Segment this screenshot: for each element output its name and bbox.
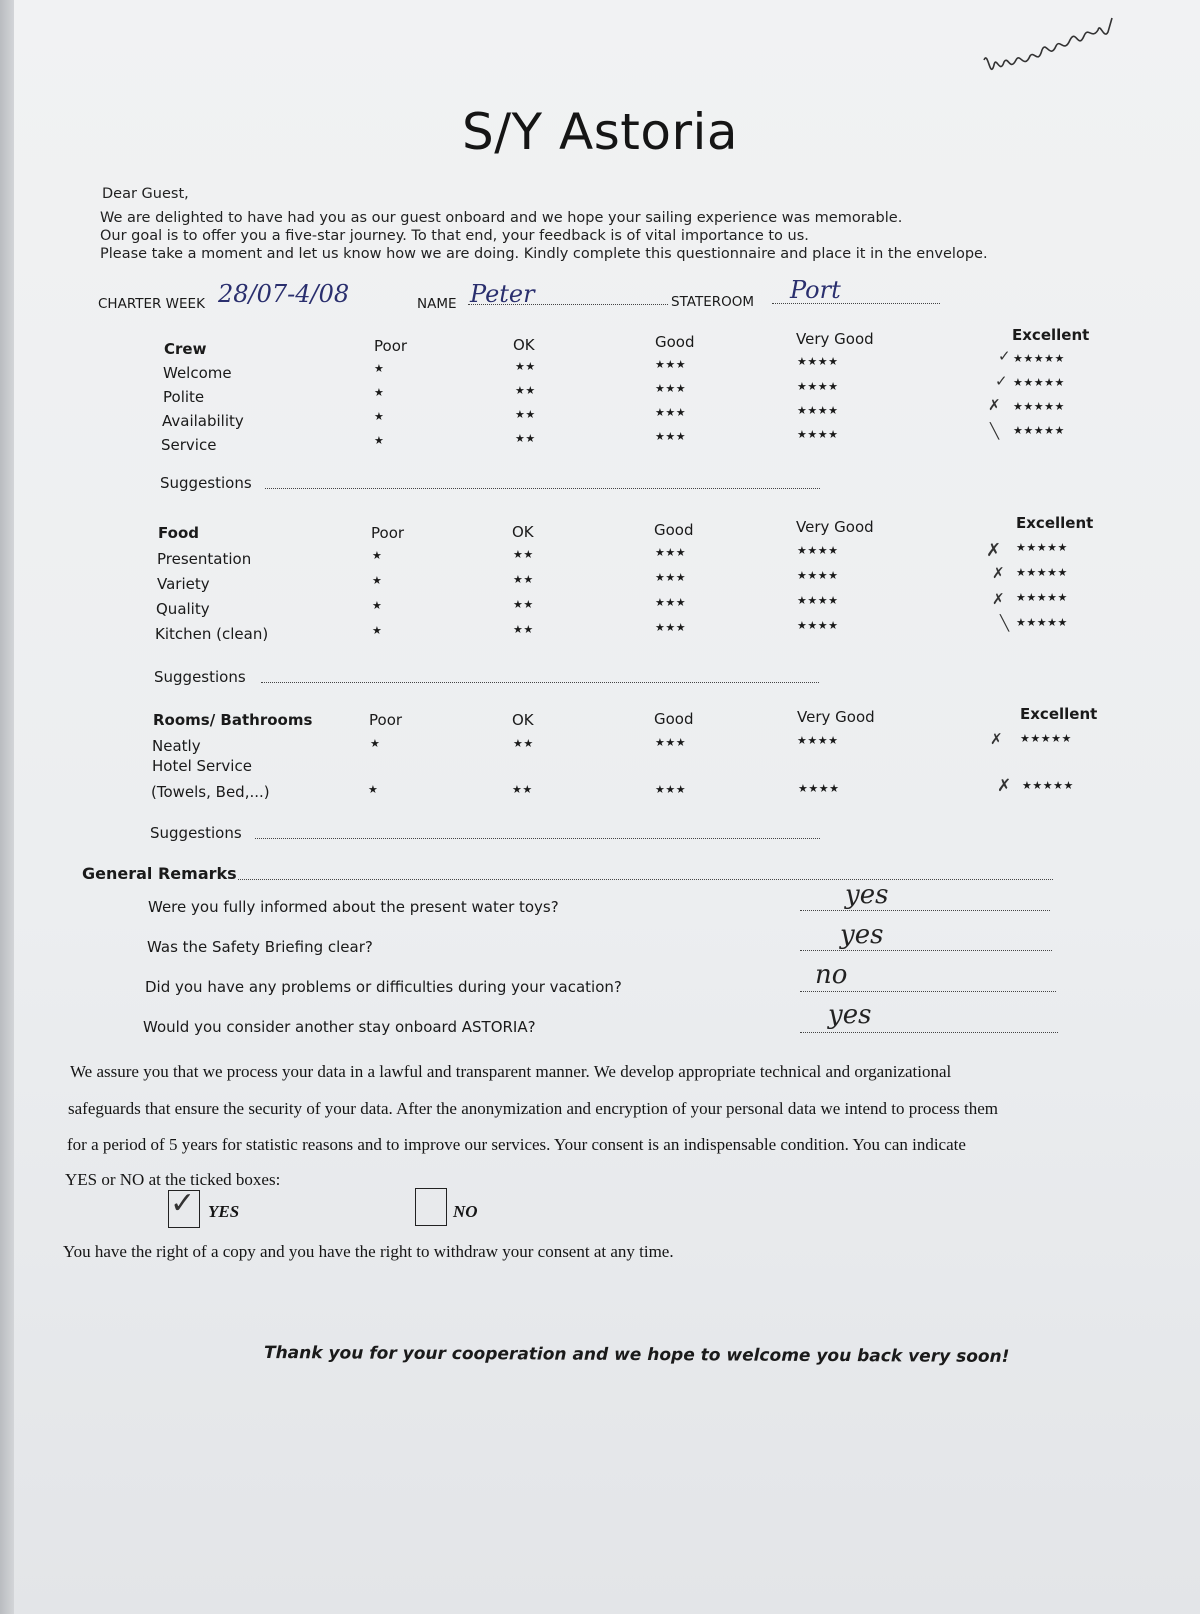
col-poor: Poor [369, 711, 403, 729]
section-title-food: Food [158, 524, 199, 542]
consent-line-1: We assure you that we process your data in a lawful and transparent manner. We develop appropriate technical and organizational [70, 1062, 952, 1081]
col-excellent: Excellent [1016, 514, 1094, 532]
general-remarks-title: General Remarks [82, 864, 237, 883]
stars-very-good: ★★★★ [797, 619, 839, 632]
cross-mark[interactable]: ✗ [990, 730, 1003, 748]
answer-1-line [800, 910, 1050, 911]
stars-excellent: ★★★★★ [1013, 376, 1065, 389]
answer-4[interactable]: yes [828, 1000, 872, 1030]
stars-good: ★★★ [655, 382, 687, 395]
cross-mark[interactable]: ✗ [992, 590, 1005, 608]
stars-very-good: ★★★★ [798, 782, 840, 795]
general-remarks-line[interactable] [238, 879, 1053, 880]
stars-poor: ★ [374, 434, 385, 447]
row-label: Presentation [157, 550, 252, 568]
answer-3-line [800, 991, 1056, 992]
stars-ok: ★★ [515, 408, 536, 421]
stars-ok: ★★ [512, 783, 533, 796]
stars-very-good: ★★★★ [797, 569, 839, 582]
stars-very-good: ★★★★ [797, 544, 839, 557]
col-very-good: Very Good [796, 330, 874, 348]
col-good: Good [654, 710, 694, 728]
stars-ok: ★★ [515, 432, 536, 445]
stars-excellent: ★★★★★ [1013, 400, 1065, 413]
col-good: Good [655, 333, 695, 351]
answer-1[interactable]: yes [845, 880, 889, 910]
row-label: Variety [157, 575, 210, 593]
answer-4-line [800, 1032, 1058, 1033]
document-title: S/Y Astoria [461, 103, 739, 161]
charter-week-label: CHARTER WEEK [98, 296, 205, 312]
question-4: Would you consider another stay onboard ASTORIA? [143, 1018, 536, 1036]
row-label: Polite [163, 388, 205, 406]
suggestions-line[interactable] [255, 838, 820, 839]
row-label: Availability [162, 412, 244, 430]
no-checkbox[interactable] [415, 1188, 447, 1226]
no-label: NO [453, 1202, 478, 1221]
question-1: Were you fully informed about the present water toys? [148, 898, 559, 916]
col-very-good: Very Good [796, 518, 874, 536]
row-label: Hotel Service [152, 757, 252, 775]
stars-very-good: ★★★★ [797, 380, 839, 393]
stars-excellent: ★★★★★ [1022, 779, 1074, 792]
tick-mark[interactable]: ✓ [998, 347, 1011, 365]
stars-ok: ★★ [513, 623, 534, 636]
stars-ok: ★★ [513, 737, 534, 750]
stars-poor: ★ [370, 737, 381, 750]
stars-poor: ★ [374, 410, 385, 423]
col-ok: OK [512, 711, 534, 729]
col-poor: Poor [374, 337, 408, 355]
intro-line-3: Please take a moment and let us know how we are doing. Kindly complete this questionnaire and place it in the envelope. [100, 246, 988, 262]
charter-week-value: 28/07-4/08 [218, 280, 350, 308]
row-label: Service [161, 436, 217, 454]
row-label: Quality [156, 600, 210, 618]
stars-good: ★★★ [655, 358, 687, 371]
stateroom-dotted-line [772, 303, 940, 304]
tick-mark[interactable]: ✓ [995, 372, 1008, 390]
question-2: Was the Safety Briefing clear? [147, 938, 373, 956]
col-poor: Poor [371, 524, 405, 542]
stars-very-good: ★★★★ [797, 428, 839, 441]
consent-line-3: for a period of 5 years for statistic reasons and to improve our services. Your consent is an indispensable condition. You can indicate [67, 1135, 966, 1154]
name-label: NAME [417, 296, 457, 312]
suggestions-label: Suggestions [150, 824, 242, 842]
tick-mark[interactable]: ╲ [1000, 614, 1010, 632]
col-very-good: Very Good [797, 708, 875, 726]
stars-good: ★★★ [655, 571, 687, 584]
suggestions-label: Suggestions [160, 474, 252, 492]
stars-good: ★★★ [655, 430, 687, 443]
stars-good: ★★★ [655, 546, 687, 559]
stars-poor: ★ [374, 386, 385, 399]
checkmark-icon: ✓ [170, 1186, 196, 1221]
answer-2-line [800, 950, 1052, 951]
stars-excellent: ★★★★★ [1013, 352, 1065, 365]
col-good: Good [654, 521, 694, 539]
name-dotted-line [468, 304, 668, 305]
yes-label: YES [208, 1202, 240, 1221]
suggestions-line[interactable] [261, 682, 819, 683]
row-label: (Towels, Bed,...) [151, 783, 270, 801]
cross-mark[interactable]: ✗ [997, 776, 1012, 796]
cross-mark[interactable]: ✗ [988, 396, 1001, 414]
col-excellent: Excellent [1020, 705, 1098, 723]
stars-poor: ★ [372, 549, 383, 562]
question-3: Did you have any problems or difficulties during your vacation? [145, 978, 622, 996]
stars-ok: ★★ [513, 548, 534, 561]
stars-poor: ★ [372, 599, 383, 612]
stars-ok: ★★ [513, 598, 534, 611]
col-excellent: Excellent [1012, 326, 1090, 344]
stars-good: ★★★ [655, 783, 687, 796]
stars-excellent: ★★★★★ [1016, 616, 1068, 629]
stars-good: ★★★ [655, 406, 687, 419]
stars-poor: ★ [372, 624, 383, 637]
intro-line-1: We are delighted to have had you as our guest onboard and we hope your sailing experience was memorable. [100, 210, 903, 226]
stars-poor: ★ [374, 362, 385, 375]
name-value: Peter [470, 280, 535, 308]
tick-mark[interactable]: ╲ [990, 422, 1000, 440]
suggestions-line[interactable] [265, 488, 820, 489]
intro-line-2: Our goal is to offer you a five-star journey. To that end, your feedback is of vital importance to us. [100, 228, 809, 244]
consent-line-2: safeguards that ensure the security of your data. After the anonymization and encryption of your personal data we intend to process them [68, 1099, 998, 1118]
stateroom-value: Port [790, 276, 841, 304]
stars-ok: ★★ [515, 360, 536, 373]
answer-2[interactable]: yes [840, 920, 884, 950]
stars-excellent: ★★★★★ [1016, 591, 1068, 604]
row-label: Welcome [163, 364, 232, 382]
stars-ok: ★★ [513, 573, 534, 586]
rights-text: You have the right of a copy and you have the right to withdraw your consent at any time. [63, 1242, 674, 1261]
stars-poor: ★ [372, 574, 383, 587]
stars-very-good: ★★★★ [797, 734, 839, 747]
cross-mark[interactable]: ✗ [992, 564, 1005, 582]
suggestions-label: Suggestions [154, 668, 246, 686]
row-label: Kitchen (clean) [155, 625, 269, 643]
stars-very-good: ★★★★ [797, 355, 839, 368]
section-title-rooms: Rooms/ Bathrooms [153, 711, 313, 729]
section-title-crew: Crew [164, 340, 207, 358]
stars-good: ★★★ [655, 736, 687, 749]
stars-poor: ★ [368, 783, 379, 796]
stars-excellent: ★★★★★ [1016, 541, 1068, 554]
greeting: Dear Guest, [102, 186, 189, 202]
col-ok: OK [512, 523, 534, 541]
stars-very-good: ★★★★ [797, 594, 839, 607]
stars-excellent: ★★★★★ [1020, 732, 1072, 745]
stars-ok: ★★ [515, 384, 536, 397]
thank-you-message: Thank you for your cooperation and we hope to welcome you back very soon! [263, 1343, 1010, 1367]
row-label: Neatly [152, 737, 201, 755]
cross-mark[interactable]: ✗ [986, 540, 1002, 561]
col-ok: OK [513, 336, 535, 354]
consent-line-4: YES or NO at the ticked boxes: [65, 1170, 281, 1189]
stars-excellent: ★★★★★ [1013, 424, 1065, 437]
stars-good: ★★★ [655, 596, 687, 609]
stars-very-good: ★★★★ [797, 404, 839, 417]
stars-good: ★★★ [655, 621, 687, 634]
handwritten-signature [980, 10, 1130, 90]
answer-3[interactable]: no [815, 960, 848, 990]
stateroom-label: STATEROOM [671, 294, 755, 310]
stars-excellent: ★★★★★ [1016, 566, 1068, 579]
